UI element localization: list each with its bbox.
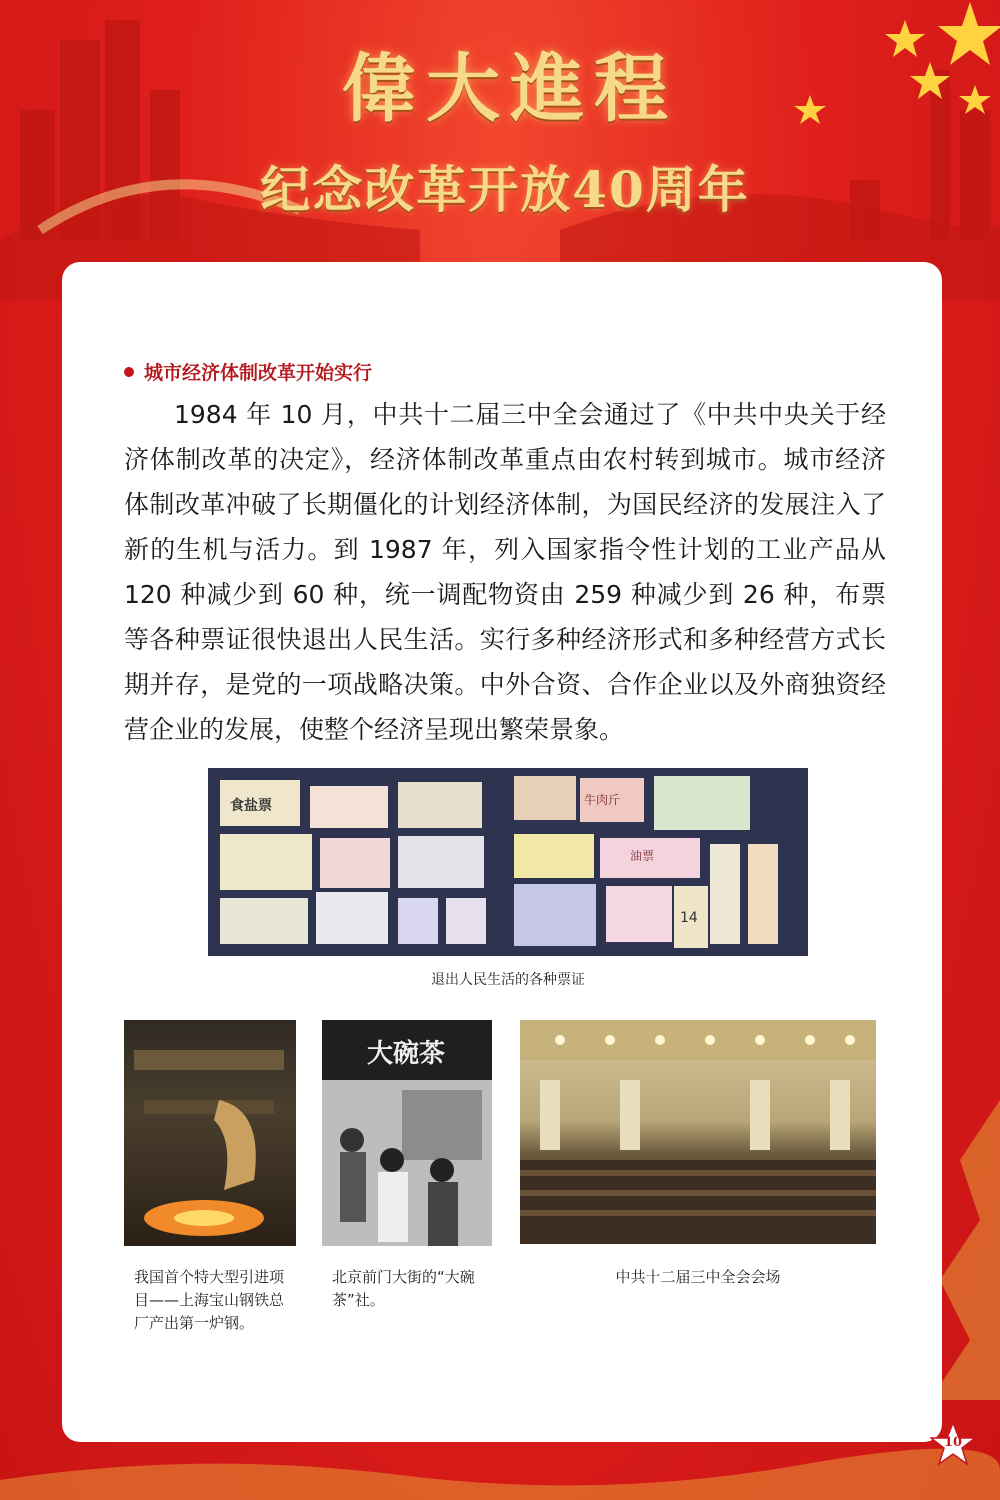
meeting-hall-photo [520,1020,876,1244]
content-panel [62,262,942,1442]
bullet-dot-icon [124,367,134,377]
coupon-text-salt: 食盐票 [230,798,272,814]
bottom-scenery-decoration [0,1440,1000,1500]
coupon-text-oil: 油票 [630,849,655,863]
big-bowl-tea-caption: 北京前门大街的“大碗茶”社。 [332,1268,475,1309]
coupons-photo [208,768,808,956]
big-bowl-tea-photo [322,1020,492,1246]
steel-mill-caption: 我国首个特大型引进项目——上海宝山钢铁总厂产出第一炉钢。 [134,1268,285,1332]
steel-mill-photo [124,1020,296,1246]
page-number: 10 [943,1435,963,1450]
section-heading [124,358,372,385]
tea-shop-sign: 大碗茶 [367,1039,446,1069]
banner-subtitle: 纪念改革开放40周年 [260,160,750,219]
big-bowl-tea-illustration [322,1020,492,1246]
banner-title: 偉大進程 [342,46,678,132]
section-heading-text: 城市经济体制改革开始实行 [144,362,373,384]
meeting-hall-caption: 中共十二届三中全会会场 [615,1268,781,1286]
coupons-caption: 退出人民生活的各种票证 [431,972,585,988]
meeting-hall-illustration [520,1020,876,1244]
coupons-illustration [208,768,808,956]
section-body-text: 1984 年 10 月，中共十二届三中全会通过了《中共中央关于经济体制改革的决定》，经济体制改革重点由农村转到城市。城市经济体制改革冲破了长期僵化的计划经济体制，为国民经济的发展注入了新的生机与活力。到 1987 年，列入国家指令性计划的工业产品从 120 种减少到 60 种，统一调配物资由 259 种减少到 26 种，布票等各种票证很快退出人民生活。实行多种经济形式和多种经营方式长期并存，是党的一项战略决策。中外合资、合作企业以及外商独资经营企业的发展，使整个经济呈现出繁荣景象。 [124,400,886,744]
coupon-text-14: 14 [680,910,698,926]
flag-stars-decoration [780,0,1000,130]
coupon-text-beef: 牛肉斤 [584,793,621,807]
steel-mill-illustration [124,1020,296,1246]
